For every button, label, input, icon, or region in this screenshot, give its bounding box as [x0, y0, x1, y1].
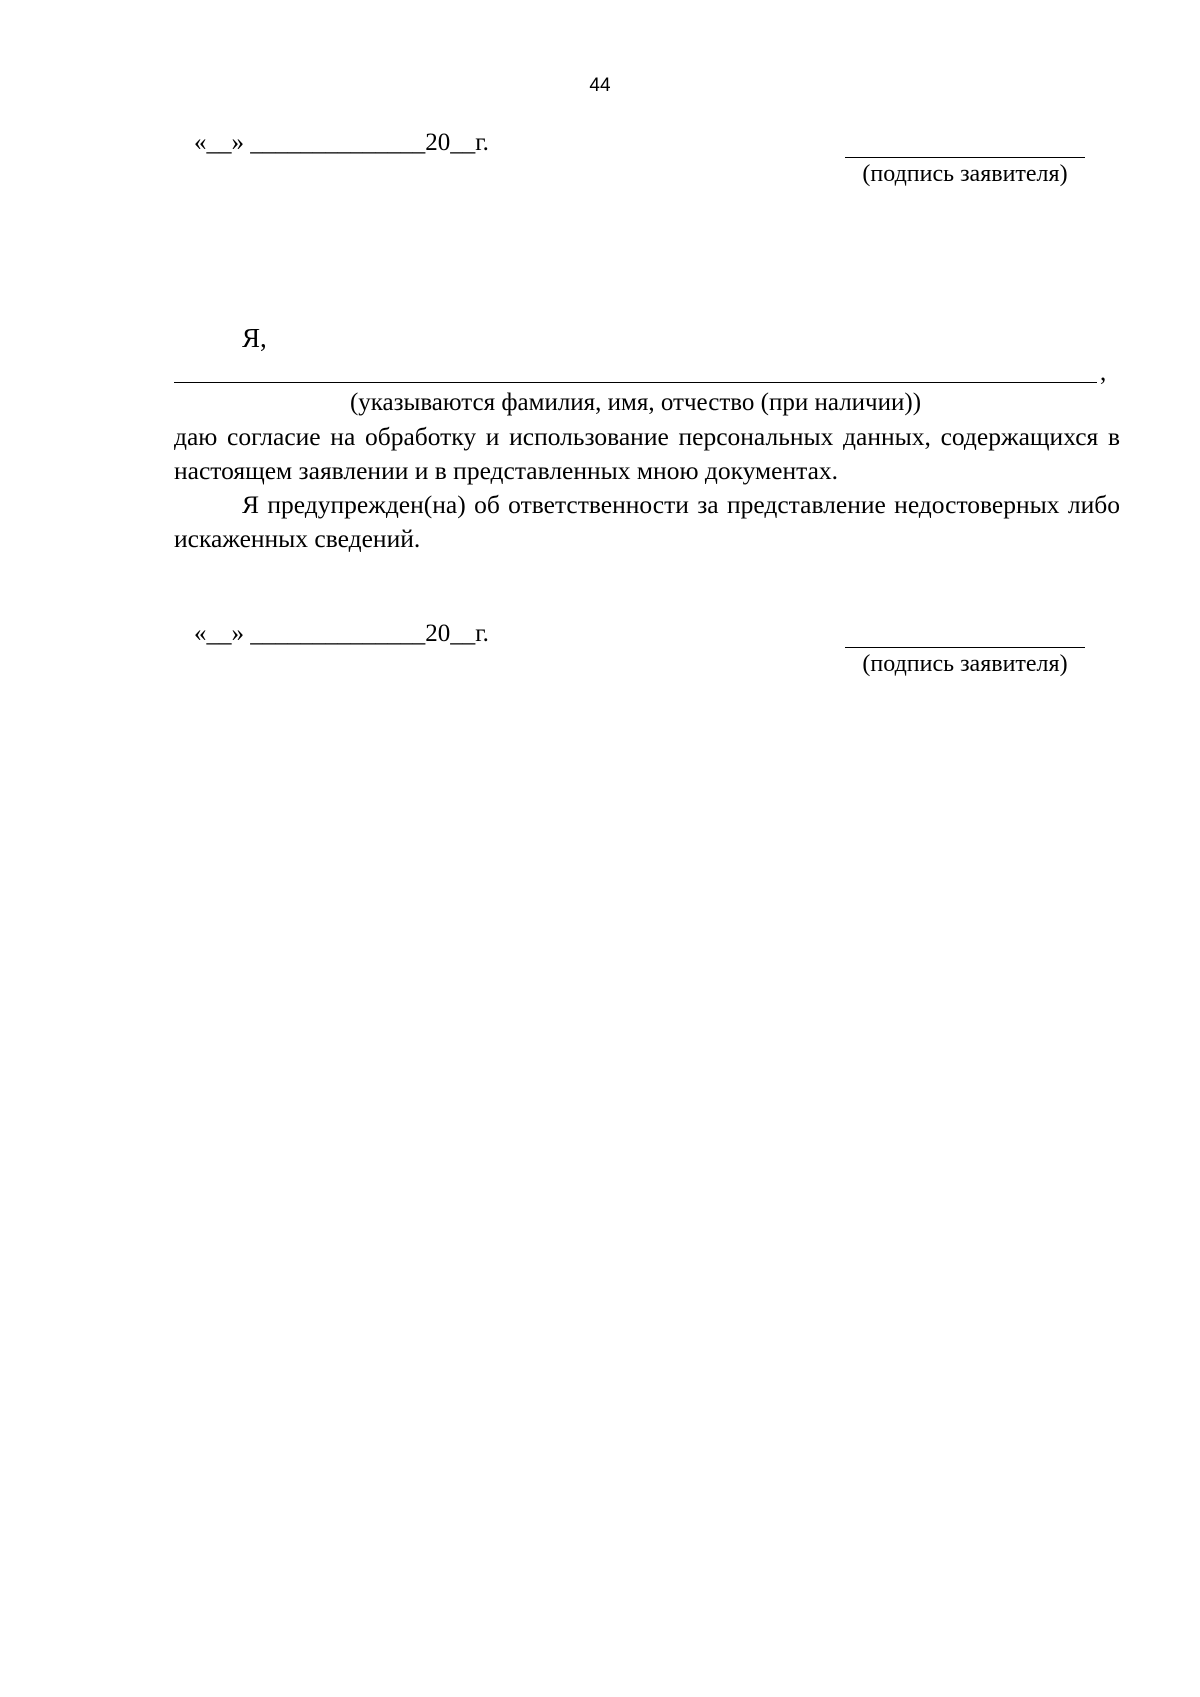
warning-paragraph: Я предупрежден(на) об ответственности за представление недостоверных либо искаженных сведений.	[174, 490, 1120, 553]
date-close-quote: »	[231, 620, 244, 647]
year-prefix: 20	[425, 620, 451, 647]
year-suffix: г.	[475, 620, 489, 647]
consent-paragraph: даю согласие на обработку и использование персональных данных, содержащихся в настоящем заявлении и в представленных мною документах.	[174, 422, 1120, 485]
signature-line-bottom	[845, 647, 1085, 648]
date-day-blank: __	[206, 129, 232, 156]
name-caption: (указываются фамилия, имя, отчество (при наличии))	[349, 389, 922, 416]
date-open-quote: «	[194, 620, 207, 647]
date-month-blank: ______________	[250, 620, 426, 647]
signature-caption-bottom: (подпись заявителя)	[862, 651, 1068, 677]
date-line-top	[194, 128, 489, 158]
name-fill-line	[174, 382, 1097, 383]
year-blank: __	[450, 620, 476, 647]
year-suffix: г.	[475, 129, 489, 156]
name-line-comma: ,	[1100, 359, 1107, 386]
year-prefix: 20	[425, 129, 451, 156]
page-number: 44	[589, 75, 611, 96]
date-line-bottom	[194, 619, 489, 649]
year-blank: __	[450, 129, 476, 156]
date-month-blank: ______________	[250, 129, 426, 156]
date-open-quote: «	[194, 129, 207, 156]
ya-label: Я,	[242, 323, 267, 353]
signature-line-top	[845, 157, 1085, 158]
date-close-quote: »	[231, 129, 244, 156]
date-day-blank: __	[206, 620, 232, 647]
signature-caption-top: (подпись заявителя)	[862, 161, 1068, 187]
